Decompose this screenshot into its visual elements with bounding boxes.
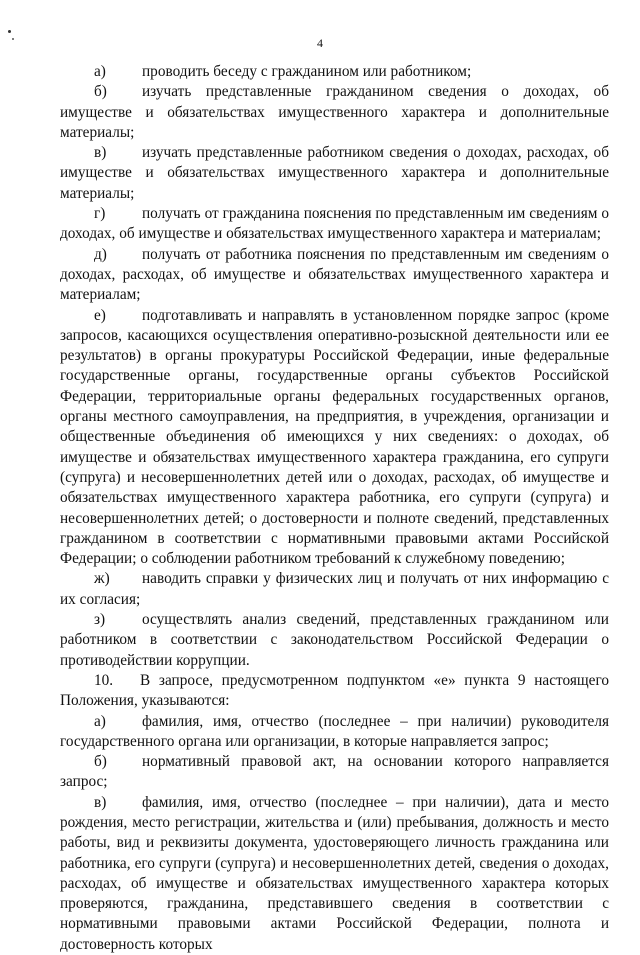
item-marker: г) [94, 205, 106, 223]
paragraph-text: получать от гражданина пояснения по представленным им сведениям о доходах, об имуществе и обязательствах имущественного характера и материалам; [60, 205, 609, 243]
item-marker: в) [94, 144, 107, 162]
paragraph-e [60, 306, 609, 570]
paragraph-b [60, 82, 609, 143]
paragraph-g [60, 204, 609, 245]
item-marker: е) [94, 306, 106, 324]
scan-artifact [8, 30, 11, 33]
item-marker: в) [94, 793, 107, 811]
item-marker: б) [94, 753, 107, 771]
paragraph-text: фамилия, имя, отчество (последнее – при наличии) руководителя государственного органа или организации, в которые направляется запрос; [60, 712, 609, 750]
paragraph-10-v [60, 793, 609, 955]
paragraph-text: подготавливать и направлять в установленном порядке запрос (кроме запросов, касающихся осуществления оперативно-розыскной деятельности или ее результатов) в органы прокуратуры Российской Федерации, иные федеральные государственные органы, государственные органы субъектов Российской Федерации, территориальные органы федеральных государственных органов, органы местного самоуправления, на предприятия, в учреждения, организации и общественные объединения об имеющихся у них сведениях: о доходах, об имуществе и обязательствах имущественного характера гражданина, его супруги (супруга) и несовершеннолетних детей или о доходах, расходах, об имуществе и обязательствах имущественного характера работника, его супруги (супруга) и несовершеннолетних детей; о достоверности и полноте сведений, представленных гражданином в соответствии с нормативными правовыми актами Российской Федерации; о соблюдении работником требований к служебному поведению; [60, 306, 609, 568]
item-marker: б) [94, 83, 107, 101]
paragraph-zh [60, 569, 609, 610]
paragraph-text: изучать представленные работником сведения о доходах, расходах, об имуществе и обязательствах имущественного характера и дополнительные материалы; [60, 144, 609, 202]
page-number: 4 [317, 36, 323, 50]
paragraph-10-b [60, 752, 609, 793]
paragraph-10-a [60, 712, 609, 753]
item-marker: а) [94, 63, 106, 80]
item-marker: 10. [94, 671, 114, 689]
paragraph-text: В запросе, предусмотренном подпунктом «е» пункта 9 настоящего Положения, указываются: [60, 671, 609, 710]
paragraph-d [60, 245, 609, 306]
item-marker: ж) [94, 570, 110, 588]
paragraph-text: проводить беседу с гражданином или работником; [142, 63, 472, 80]
item-marker: д) [94, 245, 107, 263]
item-marker: з) [94, 611, 106, 629]
paragraph-text: получать от работника пояснения по представленным им сведениям о доходах, расходах, об имуществе и обязательствах имущественного характера и материалам; [60, 245, 609, 304]
item-marker: а) [94, 712, 106, 730]
paragraph-a [60, 62, 609, 82]
paragraph-text: нормативный правовой акт, на основании которого направляется запрос; [60, 753, 609, 791]
paragraph-z [60, 610, 609, 671]
paragraph-10 [60, 671, 609, 712]
paragraph-v [60, 143, 609, 204]
paragraph-text: наводить справки у физических лиц и получать от них информацию с их согласия; [60, 570, 609, 608]
paragraph-text: фамилия, имя, отчество (последнее – при наличии), дата и место рождения, место регистрации, жительства и (или) пребывания, должность и место работы, вид и реквизиты документа, удостоверяющего личность гражданина или работника, его супруги (супруга) и несовершеннолетних детей, сведения о доходах, расходах, об имуществе и обязательствах имущественного характера которых проверяются, гражданина, представившего сведения в соответствии с нормативными правовыми актами Российской Федерации, полнота и достоверность которых [60, 793, 609, 953]
document-body [60, 62, 609, 955]
paragraph-text: изучать представленные гражданином сведения о доходах, об имуществе и обязательствах имущественного характера и дополнительные материалы; [60, 83, 609, 141]
paragraph-text: осуществлять анализ сведений, представленных гражданином или работником в соответствии с законодательством Российской Федерации о противодействии коррупции. [60, 611, 609, 669]
